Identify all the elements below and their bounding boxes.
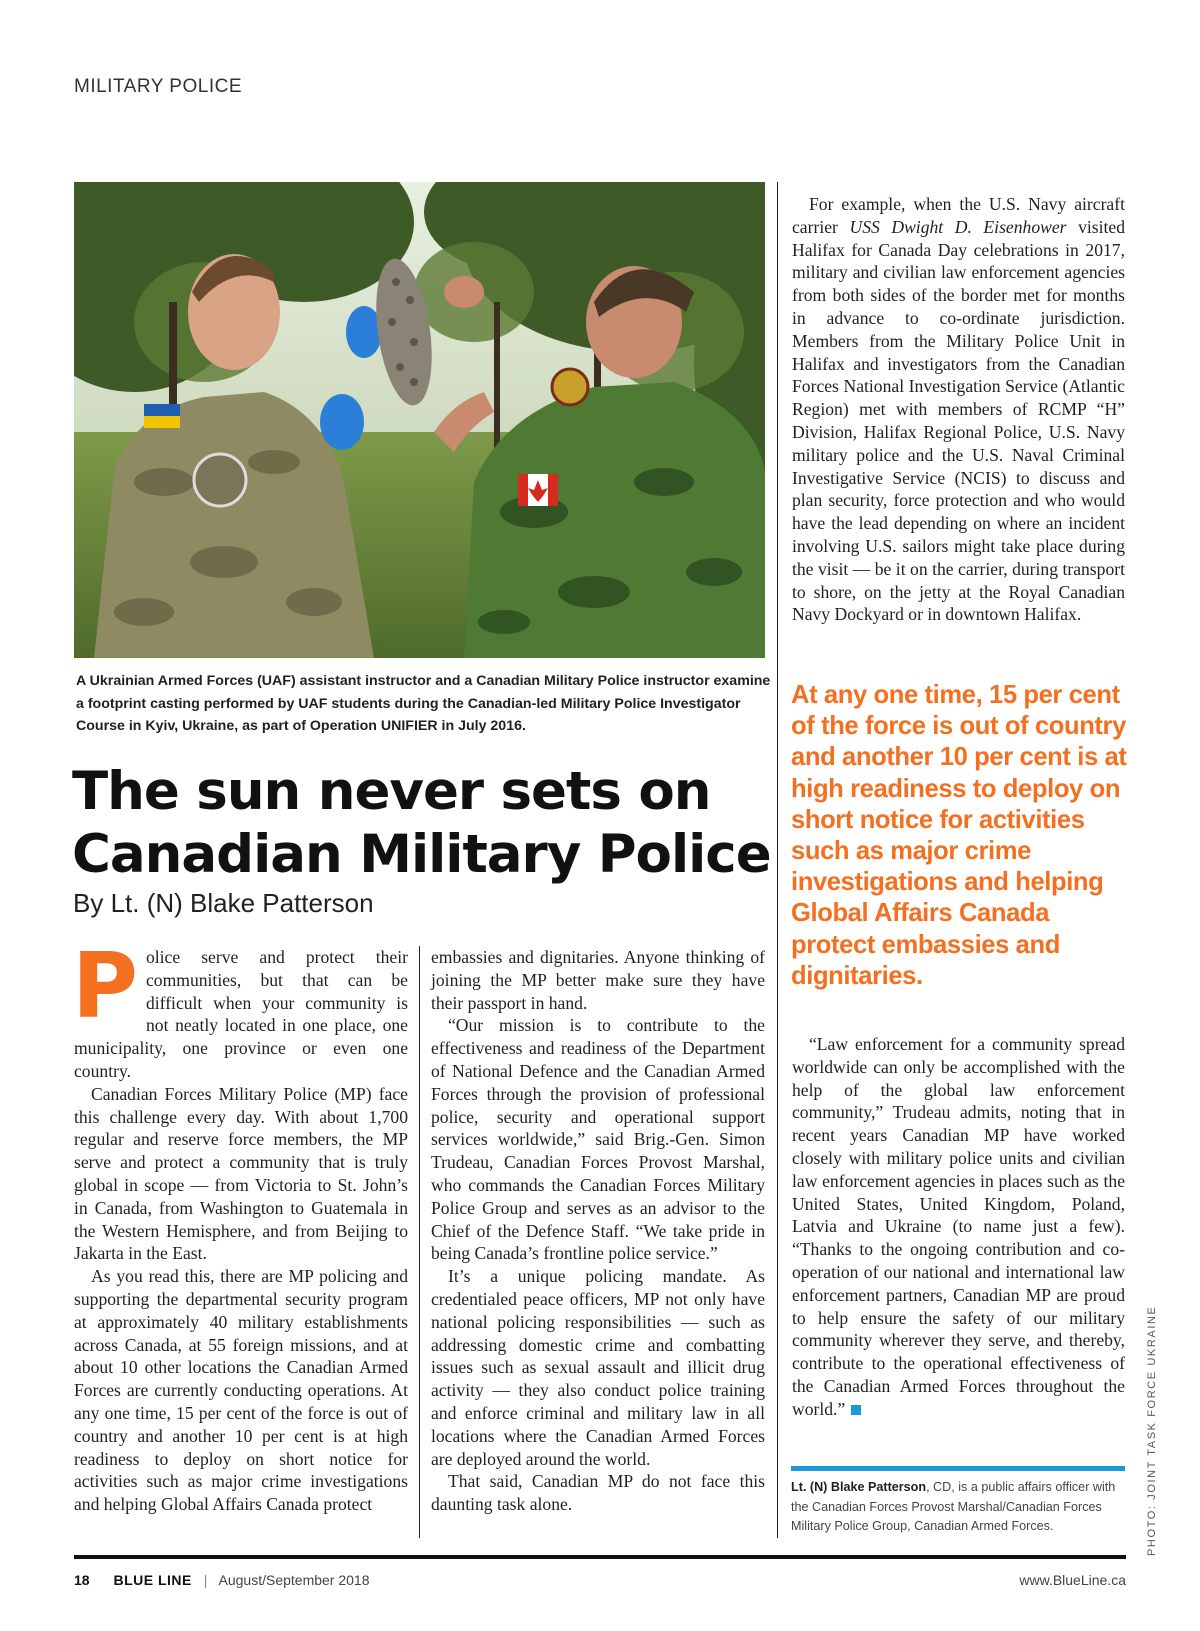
- paragraph: [792, 193, 1125, 626]
- bio-author-name: Lt. (N) Blake Patterson: [791, 1480, 927, 1494]
- article-column-2: [431, 946, 765, 1516]
- footer-separator: |: [203, 1572, 208, 1588]
- paragraph: [792, 1033, 1125, 1421]
- paragraph-text: olice serve and protect their communities, but that can be difficult when your community is not neatly located in one place, one municipality, one province or even one country.: [74, 947, 408, 1081]
- paragraph-text: For example, when the U.S. Navy aircraft carrier: [792, 194, 1125, 237]
- end-mark-icon: [851, 1405, 861, 1415]
- website-url: www.BlueLine.ca: [1019, 1572, 1126, 1588]
- bio-text: , CD, is a public affairs officer with the Canadian Forces Provost Marshal/Canadian Forces Military Police Group, Canadian Armed Forces.: [791, 1480, 1116, 1533]
- paragraph: As you read this, there are MP policing and supporting the departmental security program at approximately 40 military establishments across Canada, at 55 foreign missions, and at about 10 other locations the Canadian Armed Forces are currently conducting operations. At any one time, 15 per cent of the force is out of country and another 10 per cent is at high readiness to deploy on short notice for activities such as major crime investigations and helping Global Affairs Canada protect: [74, 1266, 408, 1515]
- drop-cap: P: [72, 934, 138, 1039]
- issue-date: August/September 2018: [218, 1572, 370, 1588]
- bio-divider: [791, 1466, 1125, 1471]
- byline: By Lt. (N) Blake Patterson: [73, 888, 374, 918]
- paragraph: It’s a unique policing mandate. As credentialed peace officers, MP not only have national policing responsibilities — such as addressing domestic crime and combatting issues such as sexual assault and illicit drug activity — they also conduct police training and enforce criminal and military law in all locations where the Canadian Armed Forces are deployed around the world.: [431, 1266, 765, 1469]
- article-photo: [74, 182, 765, 658]
- page-number: 18: [74, 1572, 90, 1588]
- article-column-3-bottom: [792, 1033, 1125, 1421]
- paragraph: [72, 934, 408, 1083]
- ship-name: USS Dwight D. Eisenhower: [849, 216, 1067, 237]
- author-bio: [791, 1478, 1131, 1537]
- paragraph: That said, Canadian MP do not face this daunting task alone.: [431, 1471, 765, 1515]
- section-label: MILITARY POLICE: [74, 76, 242, 97]
- column-divider: [777, 182, 778, 1538]
- magazine-name: BLUE LINE: [113, 1572, 192, 1588]
- article-column-1: [72, 934, 408, 1516]
- paragraph-text: visited Halifax for Canada Day celebrations in 2017, military and civilian law enforcement agencies from both sides of the border met for months in advance to co-ordinate jurisdiction. Members from the Military Police Unit in Halifax and investigators from the Canadian Forces National Investigation Service (Atlantic Region) met with members of RCMP “H” Division, Halifax Regional Police, U.S. Navy military police and the U.S. Naval Criminal Investigative Service (NCIS) to discuss and plan security, force protection and who would have the lead depending on where an incident involving U.S. sailors might take place during the visit — be it on the carrier, during transport to shore, on the jetty at the Royal Canadian Navy Dockyard or in downtown Halifax.: [792, 216, 1126, 625]
- column-divider: [419, 946, 420, 1538]
- photo-credit: PHOTO: JOINT TASK FORCE UKRAINE: [1146, 1305, 1158, 1556]
- pull-quote: At any one time, 15 per cent of the force is out of country and another 10 per cent is at high readiness to deploy on short notice for activities such as major crime investigations and helping Global Affairs Canada protect embassies and dignitaries.: [791, 681, 1127, 990]
- photo-caption: A Ukrainian Armed Forces (UAF) assistant instructor and a Canadian Military Police instructor examine a footprint casting performed by UAF students during the Canadian-led Military Police Investigator Course in Kyiv, Ukraine, as part of Operation UNIFIER in July 2016.: [76, 673, 771, 734]
- photo-illustration: [74, 182, 765, 658]
- paragraph: embassies and dignitaries. Anyone thinking of joining the MP better make sure they have their passport in hand.: [431, 947, 765, 1013]
- paragraph-text: “Law enforcement for a community spread worldwide can only be accomplished with the help of the global law enforcement community,” Trudeau admits, noting that in recent years Canadian MP have worked closely with military police units and civilian law enforcement agencies in places such as the United States, United Kingdom, Poland, Latvia and Ukraine (to name just a few). “Thanks to the ongoing contribution and co-operation of our national and international law enforcement partners, Canadian MP are proud to help ensure the safety of our military community wherever they serve, and thereby, contribute to the operational effectiveness of the Canadian Armed Forces throughout the world.”: [792, 1034, 1125, 1419]
- article-headline: [72, 760, 772, 886]
- page-footer: [74, 1572, 1126, 1592]
- article-column-3-top: [792, 193, 1125, 626]
- footer-rule: [74, 1555, 1126, 1559]
- paragraph: Canadian Forces Military Police (MP) face this challenge every day. With about 1,700 regular and reserve force members, the MP serve and protect a community that is truly global in scope — from Victoria to St. John’s in Canada, from Washington to Guatemala in the Western Hemisphere, and from Beijing to Jakarta in the East.: [74, 1083, 408, 1264]
- headline-line-2: Canadian Military Police: [72, 824, 771, 885]
- headline-line-1: The sun never sets on: [72, 761, 711, 822]
- paragraph: “Our mission is to contribute to the effectiveness and readiness of the Department of National Defence and the Canadian Armed Forces through the provision of professional police, security and operational support services worldwide,” said Brig.-Gen. Simon Trudeau, Canadian Forces Provost Marshal, who commands the Canadian Forces Military Police Group and serves as an advisor to the Chief of the Defence Staff. “We take pride in being Canada’s frontline police service.”: [431, 1015, 765, 1264]
